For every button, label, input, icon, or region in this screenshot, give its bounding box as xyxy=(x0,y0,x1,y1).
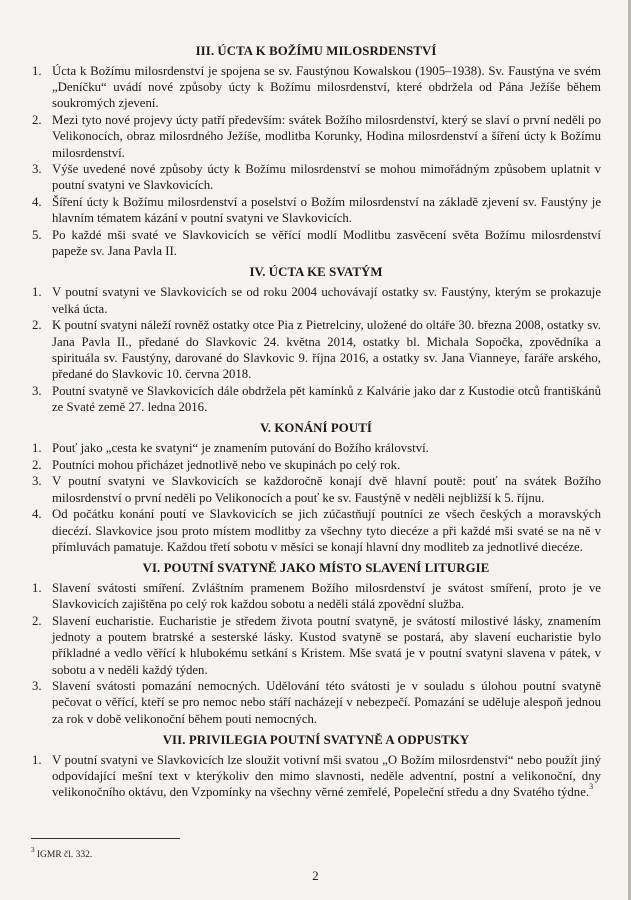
section-heading-4: IV. ÚCTA KE SVATÝM xyxy=(249,265,383,280)
section-heading-7: VII. PRIVILEGIA POUTNÍ SVATYNĚ A ODPUSTKY xyxy=(162,732,470,747)
list-item: 5. Po každé mši svaté ve Slavkovicích se věřící modlí Modlitbu zasvěcení světa Božímu milosrdenství papeže sv. Jana Pavla II. xyxy=(32,228,601,259)
section-heading-5: V. KONÁNÍ POUTÍ xyxy=(260,421,372,436)
list-item: 3. Výše uvedené nové způsoby úcty k Božímu milosrdenství se mohou mimořádným způsobem uplatnit v poutní svatyni ve Slavkovicích. xyxy=(32,162,601,193)
footnote-divider xyxy=(31,838,180,839)
list-item: 1. V poutní svatyni ve Slavkovicích se od roku 2004 uchovávají ostatky sv. Faustýny, kterým se prokazuje velká úcta. xyxy=(32,285,601,316)
section-heading-6: VI. POUTNÍ SVATYNĚ JAKO MÍSTO SLAVENÍ LITURGIE xyxy=(142,560,490,575)
page-number: 2 xyxy=(312,869,319,883)
section-list-5 xyxy=(31,440,601,555)
section-list-6 xyxy=(31,580,601,727)
footnote-marker: 3 xyxy=(31,845,35,854)
list-item: 1. Pouť jako „cesta ke svatyni“ je znamením putování do Božího království. xyxy=(32,441,429,456)
list-item: 3. V poutní svatyni ve Slavkovicích se každoročně konají dvě hlavní poutě: pouť na svátek Božího milosrdenství o první neděli po Velikonocích a pouť ke sv. Faustýně v neděli nejbližší k 5. říjnu. xyxy=(32,474,601,505)
section-list-4 xyxy=(31,284,601,415)
list-item: 2. Mezi tyto nové projevy úcty patří především: svátek Božího milosrdenství, který se slaví o první neděli po Velikonocích, obraz milosrdného Ježíše, modlitba Korunky, Hodina milosrdenství a šíření úcty k Božímu milosrdenství. xyxy=(32,113,601,160)
item-text: V poutní svatyni ve Slavkovicích lze sloužit votivní mši svatou „O Božím milosrdenství“ nebo použít jiný odpovídající mešní text v kterýkoliv den mimo slavnosti, neděle adventní, postní a velikonoční, dny velikonočního oktávu, den Vzpomínky na všechny věrné zemřelé, Popeleční středu a dny Svatého týdne. xyxy=(52,752,601,800)
list-item: 4. Šíření úcty k Božímu milosrdenství a poselství o Božím milosrdenství na základě zjevení sv. Faustýny je hlavním tématem kázání v poutní svatyni ve Slavkovicích. xyxy=(32,195,601,226)
list-item: 3. Poutní svatyně ve Slavkovicích dále obdržela pět kamínků z Kalvárie jako dar z Kustodie otců františkánů ze Svaté země 27. ledna 2016. xyxy=(32,383,601,414)
list-item: 3. Slavení svátosti pomazání nemocných. Udělování této svátosti je v souladu s úlohou poutní svatyně pečovat o věřící, kteří se pro nemoc nebo stáří nacházejí v nebezpečí. Pomazání se uděluje alespoň jednou za rok v době velikonoční během pouti nemocných. xyxy=(32,679,601,726)
list-item: 2. Slavení eucharistie. Eucharistie je středem života poutní svatyně, je svátostí milostivé lásky, znamením jednoty a poutem bratrské a sesterské lásky. Kustod svatyně se postará, aby slavení eucharistie bylo příkladné a vedlo věřící k hlubokému setkání s Kristem. Mše svatá je v poutní svatyni slavena v pátek, v sobotu a v neděli každý týden. xyxy=(32,613,601,677)
list-item: 2. K poutní svatyni náleží rovněž ostatky otce Pia z Pietrelciny, uložené do oltáře 30. března 2008, ostatky sv. Jana Pavla II., předané do Slavkovic 24. května 2014, ostatky bl. Michala Sopočka, zpovědníka a spirituála sv. Faustýny, darované do Slavkovic 9. října 2016, a ostatky sv. Jana Vianneye, faráře arského, předané do Slavkovic 10. června 2018. xyxy=(32,318,601,381)
footnote xyxy=(31,845,93,860)
footnote-text: IGMR čl. 332. xyxy=(36,850,93,860)
list-item: 1. V poutní svatyni ve Slavkovicích lze sloužit votivní mši svatou „O Božím milosrdenství“ nebo použít jiný odpovídající mešní text v kterýkoliv den mimo slavnosti, neděle adventní, postní a velikonoční, dny velikonočního oktávu, den Vzpomínky na všechny věrné zemřelé, Popeleční středu a dny Svatého týdne.$^3$ xyxy=(32,752,601,800)
section-list-7 xyxy=(31,752,601,801)
list-item: 1. Slavení svátosti smíření. Zvláštním pramenem Božího milosrdenství je svátost smíření, proto je ve Slavkovicích zajištěna po celý rok každou sobotu a neděli stálá zpovědní služba. xyxy=(32,580,601,612)
section-list-3 xyxy=(31,63,601,259)
section-heading-3: III. ÚCTA K BOŽÍMU MILOSRDENSTVÍ xyxy=(195,44,437,58)
list-item: 4. Od počátku konání poutí ve Slavkovicích se jich zúčastňují poutníci ze všech českých a moravských diecézí. Slavkovice jsou proto místem modlitby za všechny tyto diecéze a při každé mši svaté se na ně v přímluvách pamatuje. Každou třetí sobotu v měsíci se konají hlavní dny modliteb za jednotlivé diecéze. xyxy=(32,507,601,554)
list-item: 1. Úcta k Božímu milosrdenství je spojena se sv. Faustýnou Kowalskou (1905–1938). Sv. Faustýna ve svém „Deníčku“ uvádí nové způsoby úcty k Božímu milosrdenství, které obdržela od Pána Ježíše během soukromých zjevení. xyxy=(32,64,601,111)
footnote-reference: 3 xyxy=(589,781,594,791)
list-item: 2. Poutníci mohou přicházet jednotlivě nebo ve skupinách po celý rok. xyxy=(32,457,401,472)
